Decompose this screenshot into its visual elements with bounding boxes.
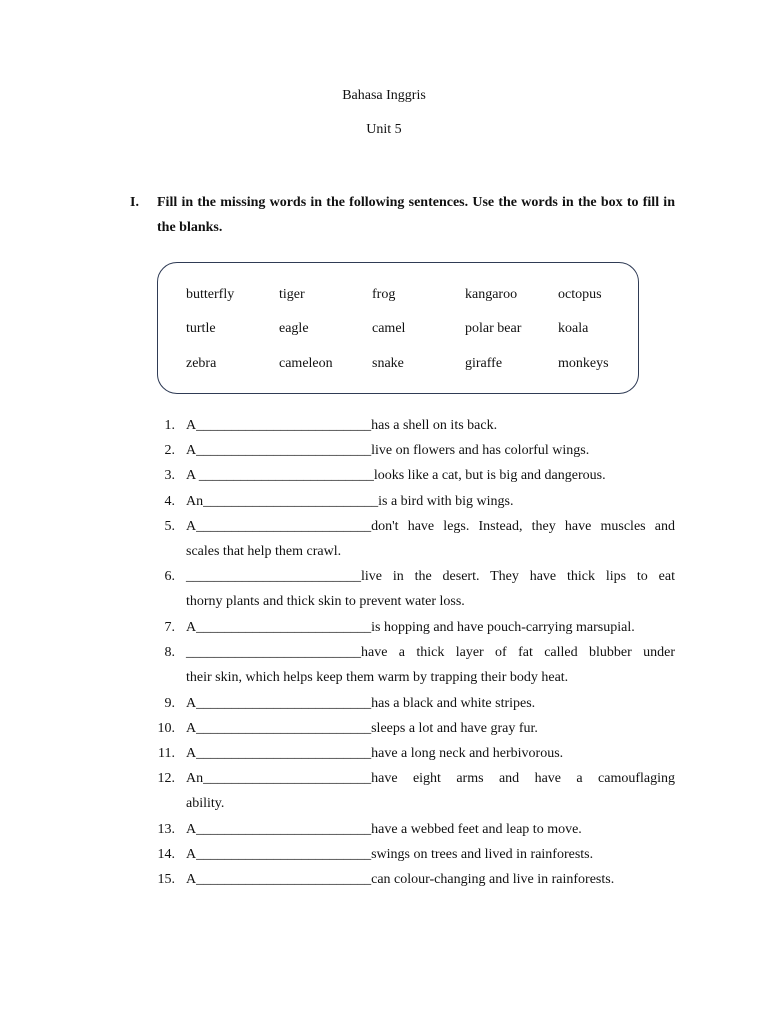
- document-subject: Bahasa Inggris: [342, 88, 426, 103]
- section-instruction: [130, 190, 675, 240]
- question-number: 6.: [164, 569, 175, 585]
- question-text: A_________________________swings on trees and lived in rainforests.: [186, 846, 594, 862]
- question-number: 5.: [164, 518, 175, 534]
- question-text-continued: scales that help them crawl.: [186, 543, 342, 559]
- word-option: cameleon: [279, 356, 333, 371]
- question-number: 4.: [164, 493, 175, 509]
- question-number: 11.: [158, 745, 175, 761]
- question-text: A_________________________have a long neck and herbivorous.: [186, 745, 564, 761]
- question-text: A_________________________has a black and white stripes.: [186, 695, 536, 711]
- question-text: A _________________________looks like a cat, but is big and dangerous.: [186, 468, 606, 484]
- question-text: A_________________________don't have legs. Instead, they have muscles and: [186, 518, 675, 534]
- question-number: 13.: [157, 821, 175, 837]
- word-option: monkeys: [558, 356, 609, 371]
- instruction-text: Fill in the missing words in the following sentences. Use the words in the box to fill in the blanks.: [157, 195, 675, 235]
- word-option: frog: [372, 287, 396, 302]
- question-text: A_________________________has a shell on its back.: [186, 418, 498, 433]
- question-text: An________________________have eight arms and have a camouflaging: [186, 771, 675, 787]
- word-option: kangaroo: [465, 287, 518, 302]
- question-text: A_________________________have a webbed feet and leap to move.: [186, 821, 582, 837]
- word-option: polar bear: [465, 321, 522, 336]
- question-text-continued: ability.: [186, 796, 225, 812]
- word-box: [157, 262, 639, 394]
- word-option: eagle: [279, 321, 309, 336]
- question-number: 2.: [164, 443, 175, 459]
- question-number: 1.: [164, 418, 175, 433]
- question-text: _________________________have a thick layer of fat called blubber under: [186, 645, 675, 660]
- question-number: 3.: [164, 468, 175, 484]
- word-option: butterfly: [186, 287, 235, 302]
- question-text: A_________________________live on flowers and has colorful wings.: [186, 443, 590, 459]
- word-option: koala: [558, 321, 589, 336]
- question-number: 12.: [157, 771, 175, 787]
- question-number: 7.: [164, 619, 175, 635]
- question-text: A_________________________is hopping and have pouch-carrying marsupial.: [186, 619, 635, 635]
- question-text: An_________________________is a bird with big wings.: [186, 493, 514, 509]
- question-number: 15.: [157, 872, 175, 887]
- document-unit: Unit 5: [366, 122, 402, 137]
- question-number: 9.: [164, 695, 175, 711]
- word-option: zebra: [186, 356, 217, 371]
- word-option: giraffe: [465, 356, 503, 371]
- section-number: I.: [130, 195, 139, 210]
- word-option: turtle: [186, 321, 216, 336]
- word-option: octopus: [558, 287, 602, 302]
- question-number: 14.: [157, 846, 175, 862]
- word-option: camel: [372, 321, 406, 336]
- question-text-continued: their skin, which helps keep them warm by trapping their body heat.: [186, 670, 569, 685]
- question-text: _________________________live in the desert. They have thick lips to eat: [186, 569, 675, 585]
- question-text: A_________________________can colour-changing and live in rainforests.: [186, 872, 615, 887]
- question-number: 8.: [164, 645, 175, 660]
- question-text: A_________________________sleeps a lot and have gray fur.: [186, 720, 538, 736]
- question-number: 10.: [157, 720, 175, 736]
- word-option: tiger: [279, 287, 305, 302]
- word-option: snake: [372, 356, 404, 371]
- question-text-continued: thorny plants and thick skin to prevent water loss.: [186, 594, 465, 610]
